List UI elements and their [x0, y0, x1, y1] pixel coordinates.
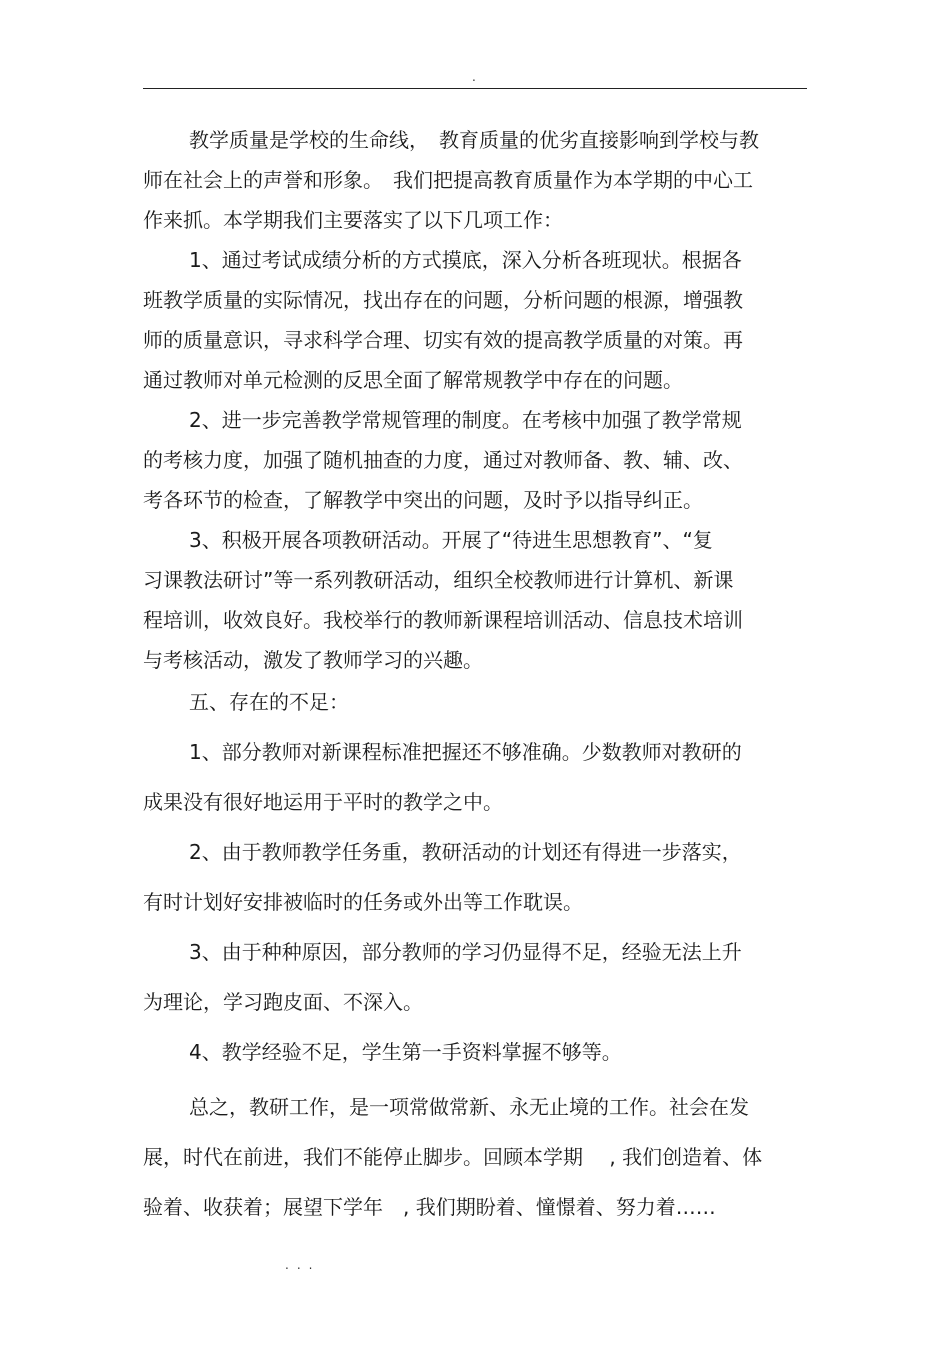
text-line: 与考核活动，激发了教师学习的兴趣。	[143, 648, 483, 672]
text-line: 成果没有很好地运用于平时的教学之中。	[143, 790, 503, 814]
text-line: 的考核力度，加强了随机抽查的力度，通过对教师备、教、辅、改、	[143, 448, 743, 472]
text-line: 习课教法研讨”等一系列教研活动，组织全校教师进行计算机、新课	[143, 568, 734, 592]
shortcoming-4	[143, 1032, 807, 1072]
intro-paragraph	[143, 120, 807, 240]
text-line: 验着、收获着；展望下学年 , 我们期盼着、憧憬着、努力着……	[143, 1195, 716, 1219]
footer-mark: ...	[285, 1258, 321, 1272]
text-line: 有时计划好安排被临时的任务或外出等工作耽误。	[143, 890, 583, 914]
text-line: 考各环节的检查，了解教学中突出的问题，及时予以指导纠正。	[143, 488, 703, 512]
text-line: 3、积极开展各项教研活动。开展了“待进生思想教育”、“复	[189, 528, 713, 552]
text-line: 班教学质量的实际情况，找出存在的问题，分析问题的根源，增强教	[143, 288, 743, 312]
text-line: 2、进一步完善教学常规管理的制度。在考核中加强了教学常规	[189, 408, 742, 432]
text-line: 通过教师对单元检测的反思全面了解常规教学中存在的问题。	[143, 368, 683, 392]
header-rule	[143, 88, 807, 89]
shortcoming-1	[143, 732, 807, 772]
text-line: 4、教学经验不足，学生第一手资料掌握不够等。	[189, 1040, 622, 1064]
text-line: 3、由于种种原因，部分教师的学习仍显得不足，经验无法上升	[189, 940, 742, 964]
text-line: 2、由于教师教学任务重，教研活动的计划还有得进一步落实，	[189, 840, 742, 864]
text-line: 1、部分教师对新课程标准把握还不够准确。少数教师对教研的	[189, 740, 742, 764]
header-mark: .	[472, 70, 476, 84]
text-line: 程培训，收效良好。我校举行的教师新课程培训活动、信息技术培训	[143, 608, 743, 632]
shortcoming-2-cont	[143, 882, 807, 922]
shortcoming-3-cont	[143, 982, 807, 1022]
work-item-3	[143, 520, 807, 680]
text-line: 五、存在的不足：	[189, 690, 349, 714]
text-line: 师在社会上的声誉和形象。 我们把提高教育质量作为本学期的中心工	[143, 168, 753, 192]
text-line: 教学质量是学校的生命线， 教育质量的优劣直接影响到学校与教	[189, 128, 759, 152]
work-item-1	[143, 240, 807, 400]
text-line: 展，时代在前进，我们不能停止脚步。回顾本学期 , 我们创造着、体	[143, 1145, 763, 1169]
shortcoming-1-cont	[143, 782, 807, 822]
work-item-2	[143, 400, 807, 520]
shortcoming-2	[143, 832, 807, 872]
text-line: 师的质量意识，寻求科学合理、切实有效的提高教学质量的对策。再	[143, 328, 743, 352]
text-line: 作来抓。本学期我们主要落实了以下几项工作：	[143, 208, 563, 232]
section-heading	[143, 682, 807, 722]
conclusion-paragraph	[143, 1082, 807, 1232]
text-line: 为理论，学习跑皮面、不深入。	[143, 990, 423, 1014]
text-line: 总之，教研工作，是一项常做常新、永无止境的工作。社会在发	[189, 1095, 749, 1119]
shortcoming-3	[143, 932, 807, 972]
text-line: 1、通过考试成绩分析的方式摸底，深入分析各班现状。根据各	[189, 248, 742, 272]
